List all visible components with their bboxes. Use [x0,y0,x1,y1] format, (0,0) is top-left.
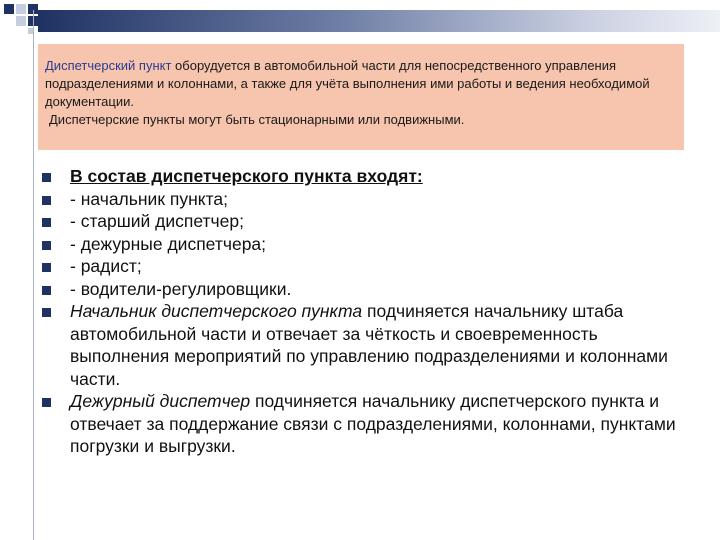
list-heading: В состав диспетчерского пункта входят: [70,166,423,186]
paragraph-1-text: подчиняется начальнику штаба автомобильной части и отвечает за чёткость и своевременность выполнения мероприятий по управлению подразделениями и колоннами части. [70,301,668,389]
bullet-square-icon [42,218,51,227]
list-item [40,300,680,390]
bullet-square-icon [42,196,51,205]
list-item [40,390,680,458]
left-vertical-rule [33,10,34,540]
list-item-text: - старший диспетчер; [70,211,245,231]
list-item-text: - дежурные диспетчера; [70,233,267,254]
header-gradient-band [38,10,720,32]
note-text-1: оборудуется в автомобильной части для непосредственного управления подразделениями и колоннами, а также для учёта выполнения ими работы и ведения необходимой документации. [45,58,650,109]
note-paragraph-1 [45,57,674,111]
list-item [40,188,680,211]
bullet-square-icon [42,308,51,317]
bullet-square-icon [42,398,51,407]
list-item [40,278,680,301]
list-item [40,255,680,278]
list-item [40,210,680,233]
bullet-square-icon [42,241,51,250]
list-item [40,233,680,256]
decor-square-4 [16,16,26,26]
bullet-square-icon [42,286,51,295]
list-item-text: - радист; [70,256,142,276]
decor-square-2 [16,4,26,14]
list-item-text: - начальник пункта; [70,188,228,209]
note-box [38,44,684,150]
content-list [40,165,680,458]
list-item [40,165,680,188]
paragraph-1-italic: Начальник диспетчерского пункта [70,301,363,321]
bullet-square-icon [42,263,51,272]
note-paragraph-2: Диспетчерские пункты могут быть стационарными или подвижными. [49,112,465,127]
bullet-square-icon [42,173,51,182]
note-highlight-term: Диспетчерский пункт [45,58,172,73]
paragraph-2-text: подчиняется начальнику диспетчерского пункта и отвечает за поддержание связи с подразделениями, колоннами, пунктами погрузки и выгрузки. [70,391,676,456]
paragraph-2-italic: Дежурный диспетчер [70,391,251,411]
decor-square-1 [4,4,14,14]
list-item-text: - водители-регулировщики. [70,278,292,299]
